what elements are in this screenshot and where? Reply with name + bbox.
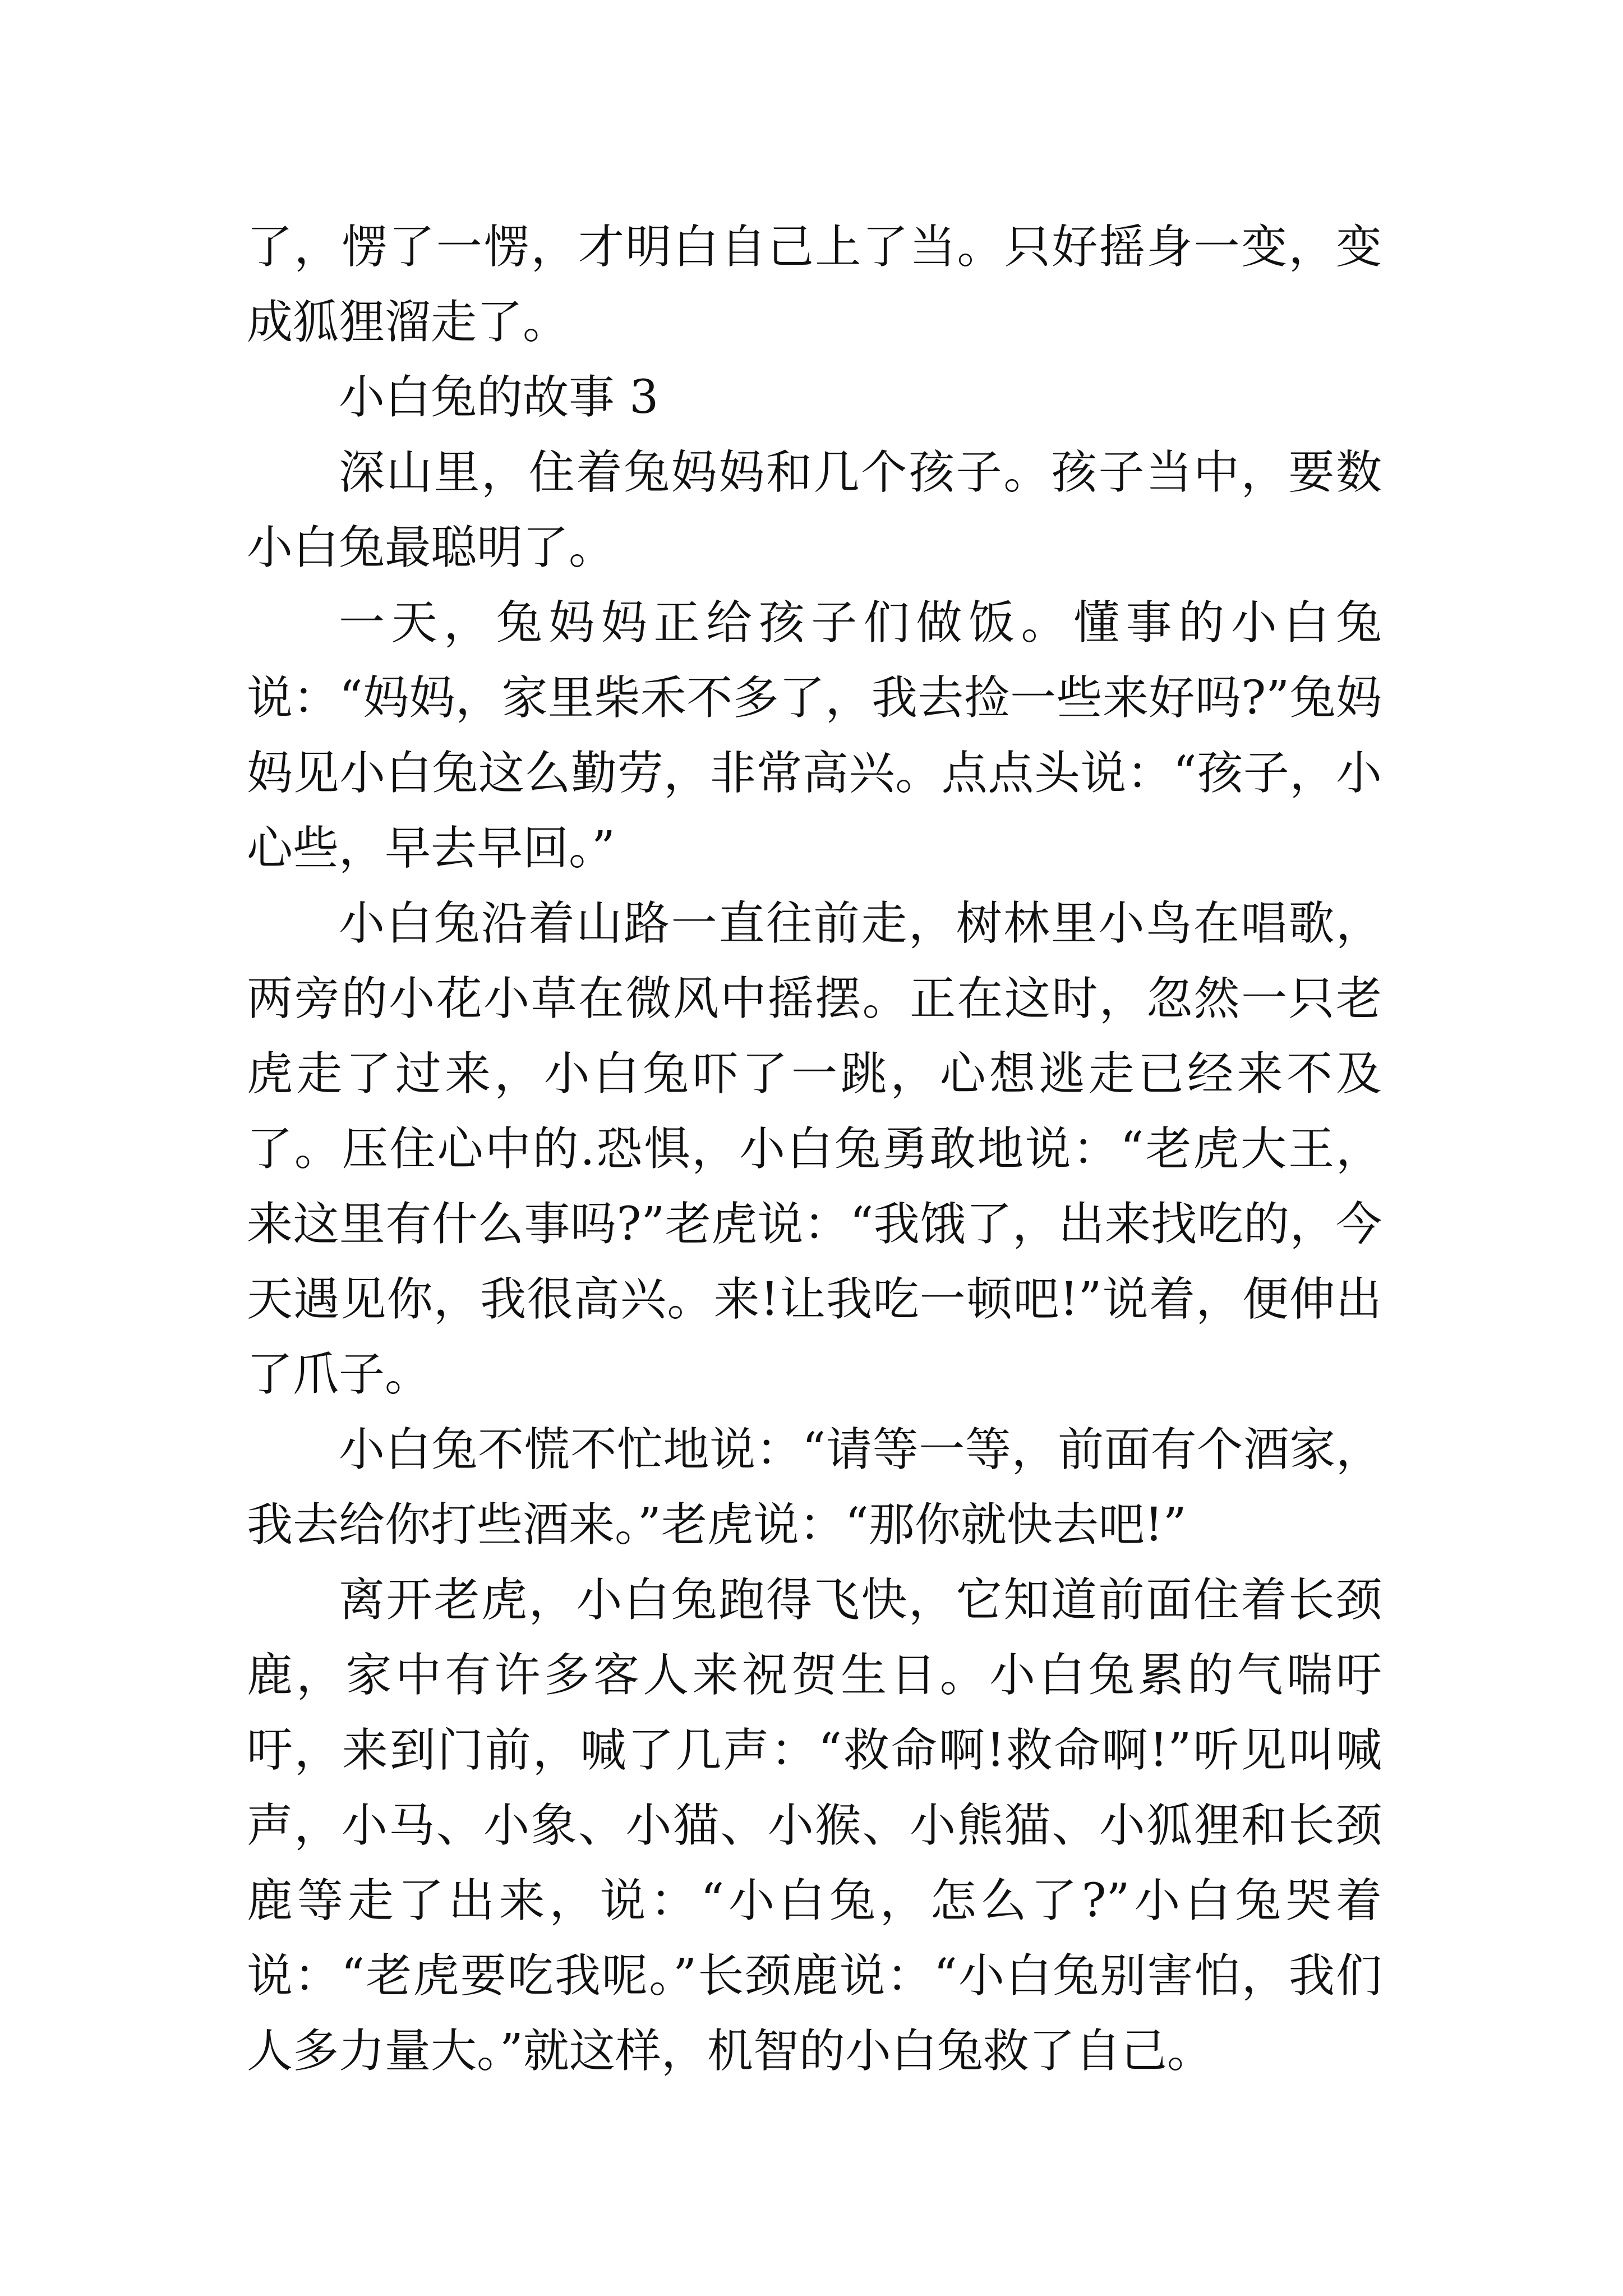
document-page [247,210,1382,2089]
paragraph: 小白兔不慌不忙地说：“请等一等，前面有个酒家，我去给你打些酒来。”老虎说：“那你就快去吧!” [247,1423,1382,1552]
paragraph: 小白兔沿着山路一直往前走，树林里小鸟在唱歌，两旁的小花小草在微风中摇摆。正在这时，忽然一只老虎走了过来，小白兔吓了一跳，心想逃走已经来不及了。压住心中的.恐惧，小白兔勇敢地说：“老虎大王，来这里有什么事吗?”老虎说：“我饿了，出来找吃的，今天遇见你，我很高兴。来!让我吃一顿吧!”说着，便伸出了爪子。 [247,897,1382,1401]
paragraph-continuation: 了，愣了一愣，才明白自己上了当。只好摇身一变，变成狐狸溜走了。 [247,220,1382,349]
paragraph: 一天，兔妈妈正给孩子们做饭。懂事的小白兔说：“妈妈，家里柴禾不多了，我去捡一些来好吗?”兔妈妈见小白兔这么勤劳，非常高兴。点点头说：“孩子，小心些，早去早回。” [247,596,1382,875]
story-heading: 小白兔的故事 3 [339,371,659,424]
paragraph: 离开老虎，小白兔跑得飞快，它知道前面住着长颈鹿，家中有许多客人来祝贺生日。小白兔累的气喘吁吁，来到门前，喊了几声：“救命啊!救命啊!”听见叫喊声，小马、小象、小猫、小猴、小熊猫、小狐狸和长颈鹿等走了出来，说：“小白兔，怎么了?”小白兔哭着说：“老虎要吃我呢。”长颈鹿说：“小白兔别害怕，我们人多力量大。”就这样，机智的小白兔救了自己。 [247,1573,1382,2078]
paragraph: 深山里，住着兔妈妈和几个孩子。孩子当中，要数小白兔最聪明了。 [247,446,1382,574]
